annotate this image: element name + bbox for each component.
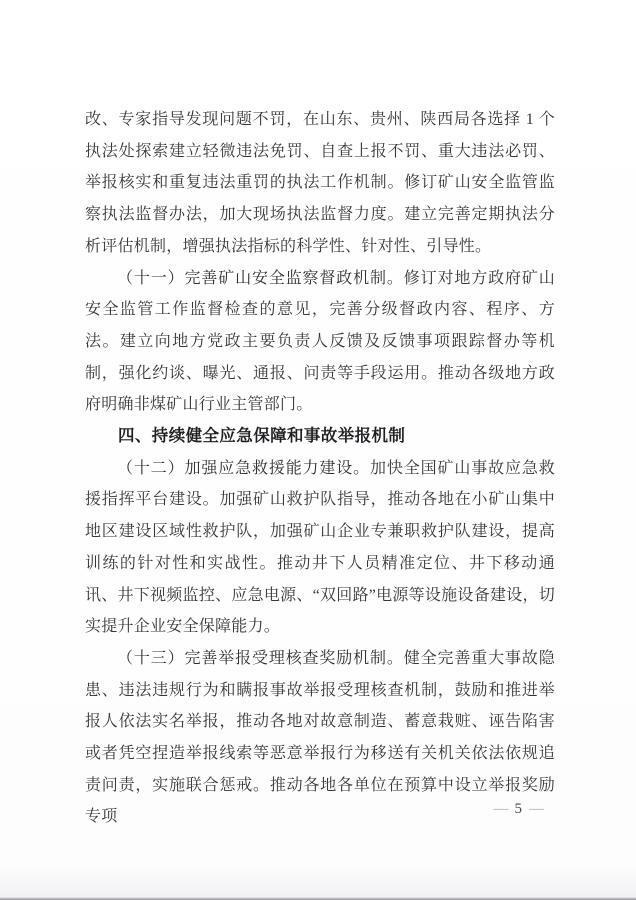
paragraph-item-12-lead: （十二）加强应急救援能力建设。 — [117, 459, 371, 477]
page-number-dash-left: — — [493, 801, 508, 817]
paragraph-item-12 — [85, 453, 555, 643]
page-number-value: 5 — [514, 801, 522, 817]
paragraph-item-11 — [85, 263, 555, 422]
paragraph-continuation: 改、专家指导发现问题不罚，在山东、贵州、陕西局各选择 1 个执法处探索建立轻微违法免罚、自查上报不罚、重大违法必罚、举报核实和重复违法重罚的执法工作机制。修订矿山安全监管监察执法监督办法，加大现场执法监督力度。建立完善定期执法分析评估机制，增强执法指标的科学性、针对性、引导性。 — [85, 111, 555, 255]
document-content — [85, 104, 555, 833]
paragraph-item-13-lead: （十三）完善举报受理核查奖励机制。 — [117, 649, 404, 667]
paragraph-item-11-text: 修订对地方政府矿山安全监管工作监督检查的意见，完善分级督政内容、程序、方法。建立向地方党政主要负责人反馈及反馈事项跟踪督办等机制，强化约谈、曝光、通报、问责等手段运用。推动各级地方政府明确非煤矿山行业主管部门。 — [85, 269, 555, 414]
paragraph-item-13-text: 健全完善重大事故隐患、违法违规行为和瞒报事故举报受理核查机制，鼓励和推进举报人依法实名举报，推动各地对故意制造、蓄意栽赃、诬告陷害或者凭空捏造举报线索等恶意举报行为移送有关机关依法依规追责问责，实施联合惩戒。推动各地各单位在预算中设立举报奖励专项 — [85, 649, 555, 826]
paragraph-item-13 — [85, 643, 555, 833]
section-4-heading: 四、持续健全应急保障和事故举报机制 — [118, 427, 406, 446]
page-number — [494, 799, 544, 819]
paragraph-item-12-text: 加快全国矿山事故应急救援指挥平台建设。加强矿山救护队指导，推动各地在小矿山集中地区建设区域性救护队，加强矿山企业专兼职救护队建设，提高训练的针对性和实战性。推动井下人员精准定位、井下移动通讯、井下视频监控、应急电源、“双回路”电源等设施设备建设，切实提升企业安全保障能力。 — [85, 459, 555, 636]
page-number-dash-right: — — [529, 801, 543, 817]
paragraph-item-11-lead: （十一）完善矿山安全监察督政机制。 — [117, 269, 404, 287]
